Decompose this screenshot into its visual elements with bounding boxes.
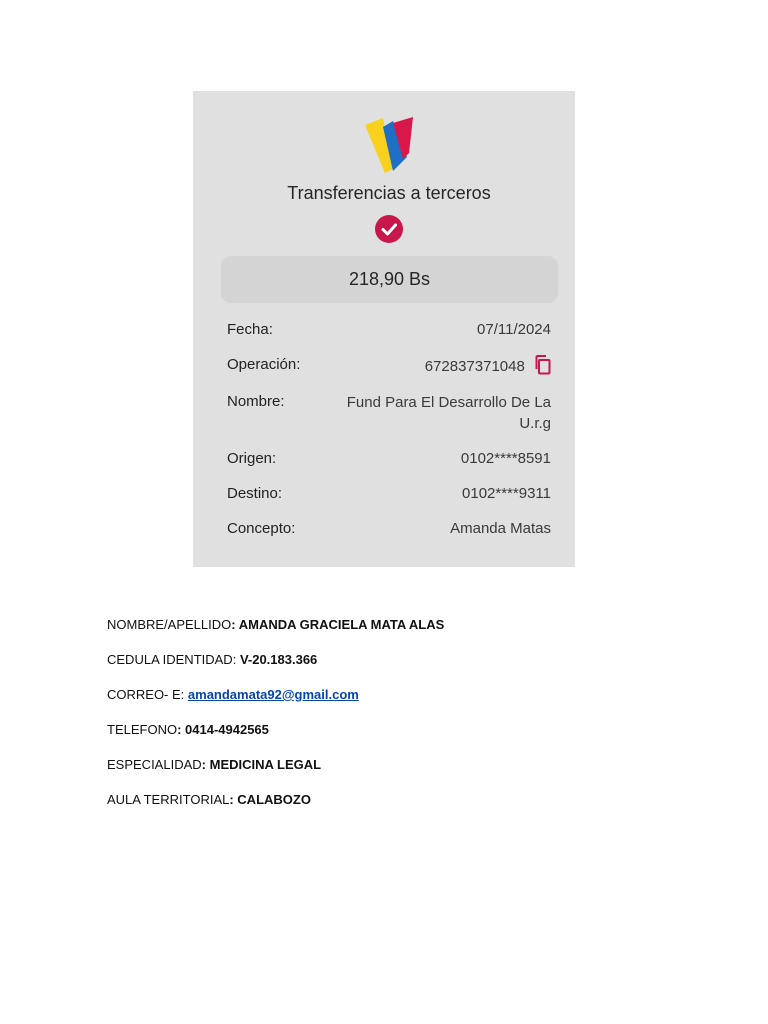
- amount-value: 218,90 Bs: [348, 269, 431, 289]
- info-telefono: TELEFONO: 0414-4942565: [107, 722, 269, 737]
- detail-row-fecha: [227, 320, 551, 340]
- info-label: CORREO- E: [107, 687, 181, 702]
- detail-value-wrapper: [425, 355, 551, 377]
- detail-value: 0102****8591: [460, 450, 551, 467]
- detail-label: Nombre:: [227, 393, 285, 410]
- info-aula: AULA TERRITORIAL: CALABOZO: [107, 792, 311, 807]
- info-nombre: NOMBRE/APELLIDO: AMANDA GRACIELA MATA ALAS: [107, 617, 445, 632]
- detail-row-origen: [227, 449, 551, 469]
- detail-row-nombre: [227, 392, 551, 434]
- bank-logo-icon: [363, 117, 415, 173]
- info-cedula: CEDULA IDENTIDAD: V-20.183.366: [107, 652, 318, 667]
- copy-icon[interactable]: [535, 355, 551, 375]
- detail-label: Destino:: [227, 485, 283, 502]
- detail-label: Origen:: [227, 450, 277, 467]
- info-label: ESPECIALIDAD: [107, 757, 202, 772]
- info-value: AMANDA GRACIELA MATA ALAS: [238, 617, 445, 632]
- transfer-receipt: [193, 91, 575, 567]
- info-label: AULA TERRITORIAL: [107, 792, 230, 807]
- info-label: CEDULA IDENTIDAD: [107, 652, 233, 667]
- info-value: 0414-4942565: [185, 722, 269, 737]
- detail-label: Concepto:: [227, 520, 296, 537]
- receipt-details: [227, 320, 551, 554]
- info-value: V-20.183.366: [239, 652, 318, 667]
- email-link[interactable]: amandamata92@gmail.com: [187, 687, 359, 702]
- check-circle-icon: [375, 215, 403, 243]
- detail-label: Operación:: [227, 356, 301, 373]
- receipt-title: Transferencias a terceros: [287, 183, 491, 203]
- info-correo: CORREO- E: amandamata92@gmail.com: [107, 687, 359, 702]
- info-label: TELEFONO: [107, 722, 178, 737]
- detail-value: Fund Para El Desarrollo De La U.r.g: [346, 394, 551, 432]
- info-value: MEDICINA LEGAL: [209, 757, 322, 772]
- info-label: NOMBRE/APELLIDO: [107, 617, 232, 632]
- detail-value: 0102****9311: [462, 485, 551, 502]
- amount-box: [221, 256, 558, 303]
- detail-value: Amanda Matas: [450, 520, 551, 537]
- detail-row-concepto: [227, 519, 551, 539]
- detail-row-destino: [227, 484, 551, 504]
- detail-row-operacion: [227, 355, 551, 377]
- personal-info: [107, 616, 444, 826]
- detail-label: Fecha:: [227, 321, 273, 338]
- info-value: CALABOZO: [237, 792, 311, 807]
- detail-value: 672837371048: [424, 358, 525, 375]
- detail-value: 07/11/2024: [477, 321, 551, 338]
- info-especialidad: ESPECIALIDAD: MEDICINA LEGAL: [107, 757, 322, 772]
